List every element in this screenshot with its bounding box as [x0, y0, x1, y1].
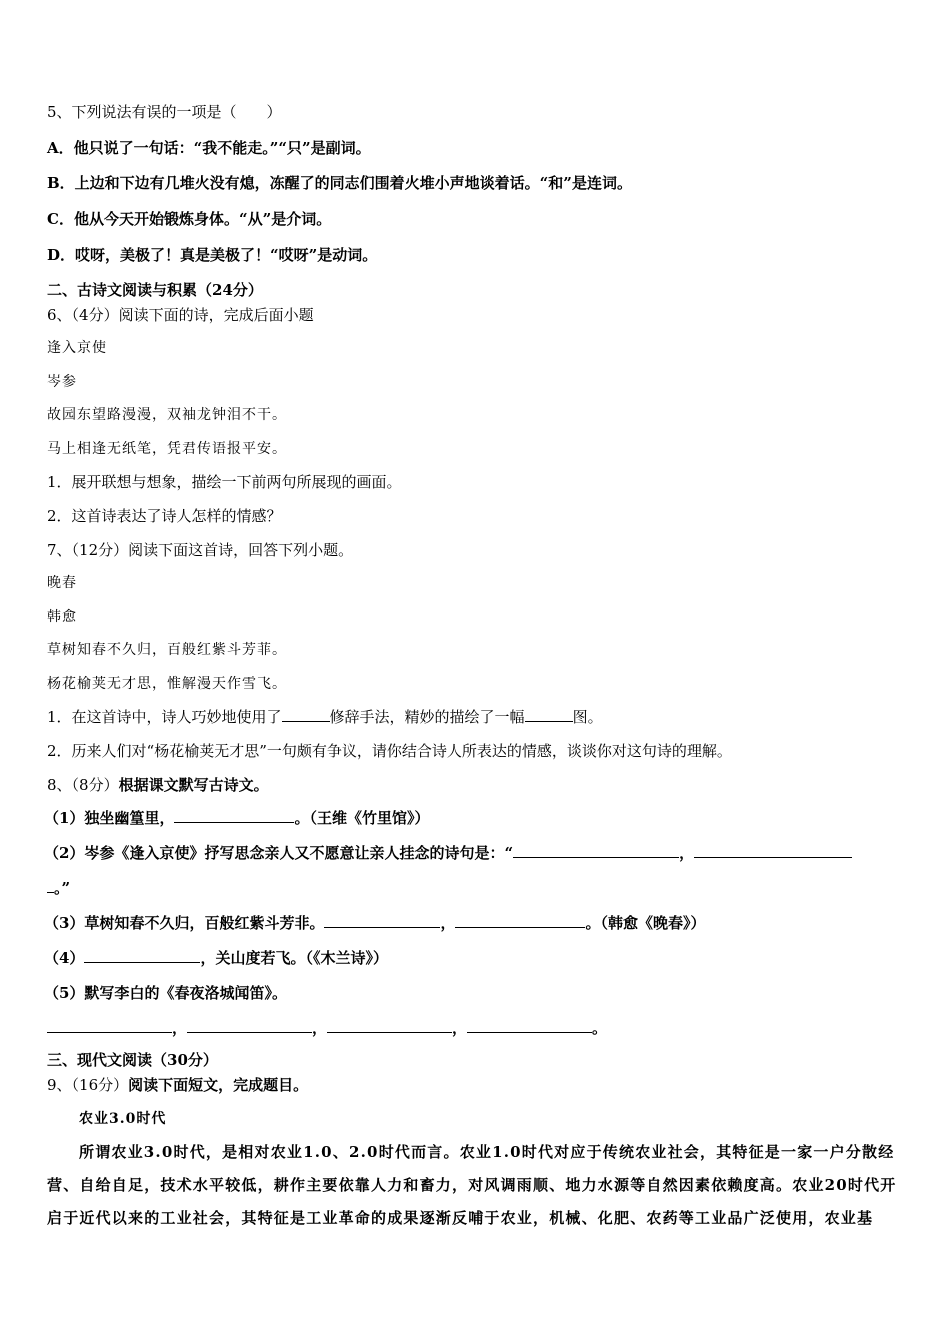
q8-item-1	[44, 808, 429, 828]
q7-q1-text-a: 1．在这首诗中，诗人巧妙地使用了	[47, 708, 282, 726]
q8-item-5-blanks	[47, 1018, 607, 1038]
section-2-title: 二、古诗文阅读与积累（24分）	[47, 281, 263, 299]
q7-q1-blank-1[interactable]	[282, 707, 330, 722]
q8-item-1-blank[interactable]	[174, 808, 294, 823]
q6-stem: 6、（4分）阅读下面的诗，完成后面小题	[47, 306, 314, 324]
q8-item-5-end: 。	[592, 1019, 608, 1037]
q7-stem: 7、（12分）阅读下面这首诗，回答下列小题。	[47, 541, 354, 559]
q5-option-a: A．他只说了一句话：“我不能走。”“只”是副词。	[47, 139, 371, 157]
q8-item-3-text: （3）草树知春不久归，百般红紫斗芳非。	[44, 914, 325, 932]
q5-option-b: B．上边和下边有几堆火没有熄，冻醒了的同志们围着火堆小声地谈着话。“和”是连词。	[47, 174, 632, 192]
q7-poem-title: 晚春	[47, 575, 77, 591]
q6-poem-line-2: 马上相逢无纸笔，凭君传语报平安。	[47, 441, 287, 457]
q8-stem-score: 8、（8分）	[47, 776, 119, 794]
q8-item-1-source: 。（王维《竹里馆》）	[294, 809, 430, 827]
q8-item-4-text: ，关山度若飞。（《木兰诗》）	[200, 949, 388, 967]
q6-question-1: 1．展开联想与想象，描绘一下前两句所展现的画面。	[47, 473, 402, 491]
q8-item-5-blank-4[interactable]	[467, 1018, 592, 1033]
q7-poem-line-2: 杨花榆荚无才思，惟解漫天作雪飞。	[47, 676, 287, 692]
q6-poem-author: 岑参	[47, 374, 77, 390]
q7-poem-author: 韩愈	[47, 609, 77, 625]
q8-item-3	[44, 913, 705, 933]
q6-poem-title: 逢入京使	[47, 340, 107, 356]
q9-stem-score: 9、（16分）	[47, 1076, 129, 1094]
q5-option-c: C．他从今天开始锻炼身体。“从”是介词。	[47, 210, 332, 228]
q8-stem	[47, 775, 269, 795]
q7-q1-blank-2[interactable]	[525, 707, 573, 722]
q8-item-2-end: 。”	[54, 879, 71, 897]
q9-article-paragraph: 所谓农业3.0时代，是相对农业1.0、2.0时代而言。农业1.0时代对应于传统农业社会，其特征是一家一户分散经营、自给自足，技术水平较低，耕作主要依靠人力和畜力，对风调雨顺、地力水源等自然因素依赖度高。农业20时代开启于近代以来的工业社会，其特征是工业革命的成果逐渐反哺于农业，机械、化肥、农药等工业品广泛使用，农业基	[47, 1143, 897, 1227]
q8-item-2-blank-2[interactable]	[694, 843, 852, 858]
q8-item-5-sep-1: ，	[172, 1019, 188, 1037]
q6-question-2: 2．这首诗表达了诗人怎样的情感？	[47, 507, 282, 525]
q5-option-d: D．哎呀，美极了！真是美极了！“哎呀”是动词。	[47, 246, 378, 264]
q9-article-title: 农业3.0时代	[79, 1111, 167, 1127]
q8-item-5-blank-2[interactable]	[187, 1018, 312, 1033]
q7-q1-text-c: 图。	[572, 708, 603, 726]
q8-item-5-sep-3: ，	[452, 1019, 468, 1037]
q8-item-3-comma: ，	[440, 914, 456, 932]
q5-stem: 5、下列说法有误的一项是（ ）	[47, 103, 282, 121]
q8-stem-text: 根据课文默写古诗文。	[118, 776, 269, 794]
q8-item-2-blank-2-cont[interactable]	[47, 878, 54, 893]
q8-item-2-comma: ，	[679, 844, 695, 862]
q9-stem-text: 阅读下面短文，完成题目。	[128, 1076, 309, 1094]
q7-question-2: 2．历来人们对“杨花榆荚无才思”一句颇有争议，请你结合诗人所表达的情感，谈谈你对这句诗的理解。	[47, 742, 732, 760]
q8-item-2-text: （2）岑参《逢入京使》抒写思念亲人又不愿意让亲人挂念的诗句是：“	[44, 844, 514, 862]
q8-item-3-blank-1[interactable]	[324, 913, 440, 928]
q8-item-5-blank-1[interactable]	[47, 1018, 172, 1033]
section-3-title: 三、现代文阅读（30分）	[47, 1051, 218, 1069]
q7-q1-text-b: 修辞手法，精妙的描绘了一幅	[329, 708, 525, 726]
q8-item-5-sep-2: ，	[312, 1019, 328, 1037]
q8-item-2-cont	[47, 878, 70, 898]
q8-item-2	[44, 843, 852, 863]
q9-stem	[47, 1075, 308, 1095]
q8-item-4	[44, 948, 388, 968]
q8-item-5-blank-3[interactable]	[327, 1018, 452, 1033]
q7-question-1	[47, 707, 603, 727]
q8-item-2-blank-1[interactable]	[513, 843, 679, 858]
q8-item-3-blank-2[interactable]	[455, 913, 585, 928]
q8-item-4-blank[interactable]	[84, 948, 200, 963]
q8-item-1-text: （1）独坐幽篁里，	[44, 809, 175, 827]
q8-item-4-num: （4）	[44, 949, 85, 967]
q8-item-5: （5）默写李白的《春夜洛城闻笛》。	[44, 984, 287, 1002]
q7-poem-line-1: 草树知春不久归，百般红紫斗芳菲。	[47, 642, 287, 658]
q6-poem-line-1: 故园东望路漫漫，双袖龙钟泪不干。	[47, 407, 287, 423]
q8-item-3-source: 。（韩愈《晚春》）	[585, 914, 706, 932]
